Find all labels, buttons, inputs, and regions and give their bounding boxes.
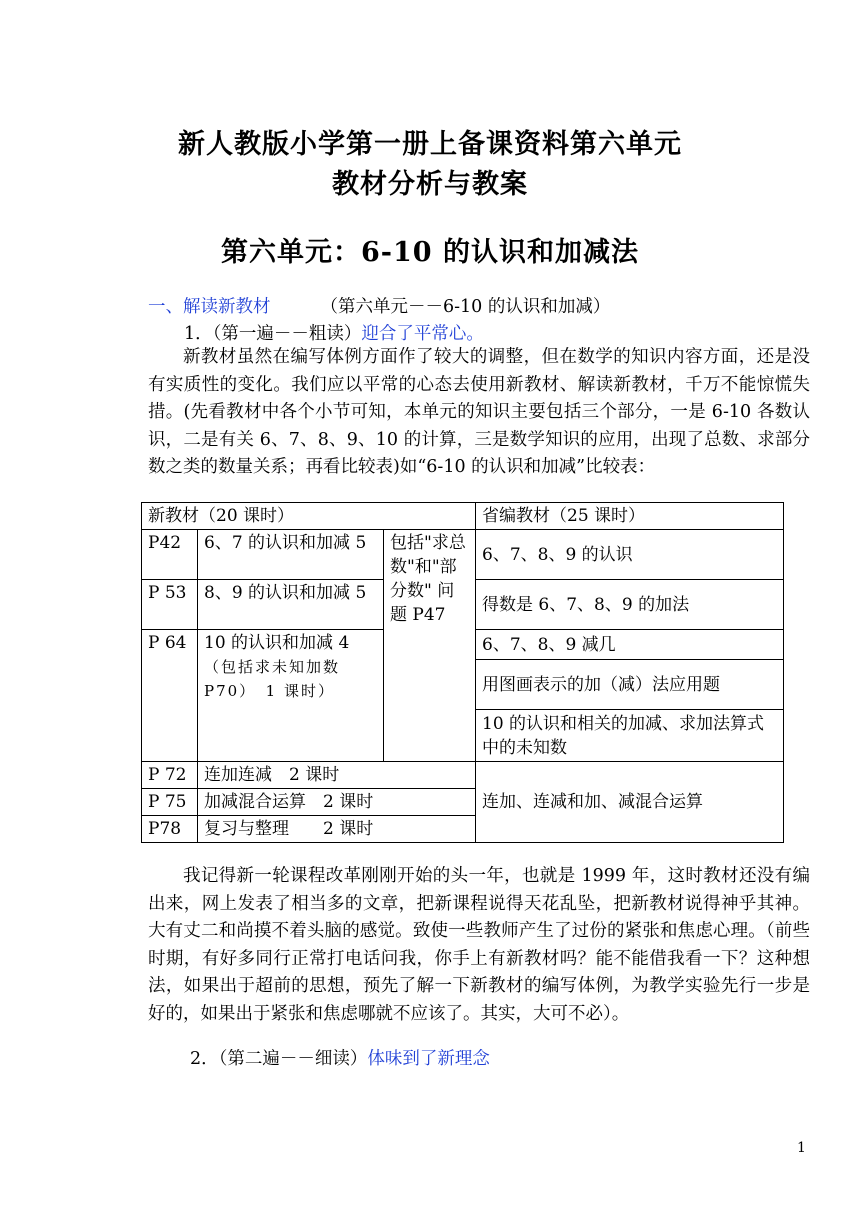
table-cell-page: P42 — [142, 530, 198, 580]
table-header-new: 新教材（20 课时） — [142, 503, 476, 530]
table-cell-page: P78 — [142, 816, 198, 843]
table-cell-merged-note: 包括"求总数"和"部分数" 问 题 P47 — [384, 530, 476, 762]
item-2-highlight: 体味到了新理念 — [367, 1049, 490, 1069]
table-cell-content-group — [198, 630, 384, 762]
table-cell-content: 加减混合运算 2 课时 — [198, 789, 476, 816]
table-cell-content: 复习与整理 2 课时 — [198, 816, 476, 843]
table-cell-content: 6、7 的认识和加减 5 — [198, 530, 384, 580]
item-1-highlight: 迎合了平常心。 — [361, 324, 484, 344]
section-heading-note: （第六单元－－6-10 的认识和加减） — [320, 297, 611, 317]
item-2-prefix: 2．（第二遍－－细读） — [190, 1049, 368, 1069]
item-1-prefix: 1．（第一遍－－粗读） — [184, 324, 362, 344]
table-cell-content: 8、9 的认识和加减 5 — [198, 580, 384, 630]
table-cell-old: 得数是 6、7、8、9 的加法 — [476, 580, 784, 630]
table-header-row — [142, 503, 784, 530]
table-row — [142, 762, 784, 789]
document-title-line2: 教材分析与教案 — [332, 169, 528, 200]
table-cell-old: 连加、连减和加、减混合运算 — [476, 762, 784, 843]
page-number: 1 — [797, 1140, 806, 1156]
table-row — [142, 530, 784, 580]
table-cell-content: 连加连减 2 课时 — [198, 762, 476, 789]
paragraph-1: 新教材虽然在编写体例方面作了较大的调整，但在数学的知识内容方面，还是没有实质性的变化。我们应以平常的心态去使用新教材、解读新教材，千万不能惊慌失措。(先看教材中各个小节可知，本单元的知识主要包括三个部分，一是 6-10 各数认识，二是有关 6、7、8、9、10 的计算，三是数学知识的应用，出现了总数、求部分数之类的数量关系；再看比较表)如“6-10 的认识和加减”比较表： — [148, 347, 810, 477]
paragraph-2: 我记得新一轮课程改革刚刚开始的头一年，也就是 1999 年，这时教材还没有编出来，网上发表了相当多的文章，把新课程说得天花乱坠，把新教材说得神乎其神。大有丈二和尚摸不着头脑的感觉。致使一些教师产生了过份的紧张和焦虑心理。（前些时期，有好多同行正常打电话问我，你手上有新教材吗？能不能借我看一下？这种想法，如果出于超前的思想，预先了解一下新教材的编写体例，为教学实验先行一步是好的，如果出于紧张和焦虑哪就不应该了。其实，大可不必）。 — [148, 866, 810, 1024]
item-1 — [184, 322, 484, 346]
document-title-line1: 新人教版小学第一册上备课资料第六单元 — [178, 129, 682, 160]
table-cell-page: P 75 — [142, 789, 198, 816]
table-cell-content: 10 的认识和加减 4 — [204, 633, 350, 653]
section-heading-row — [148, 295, 610, 319]
comparison-table — [141, 502, 784, 843]
document-subtitle: 第六单元：6-10 的认识和加减法 — [221, 237, 639, 268]
table-cell-page: P 53 — [142, 580, 198, 630]
table-cell-old: 10 的认识和相关的加减、求加法算式中的未知数 — [476, 710, 784, 762]
table-cell-old: 6、7、8、9 的认识 — [476, 530, 784, 580]
table-cell-old: 6、7、8、9 减几 — [476, 630, 784, 660]
section-heading: 一、解读新教材 — [148, 297, 271, 317]
table-cell-content-note: （包括求未知加数 P70） 1 课时） — [204, 658, 341, 700]
item-2 — [190, 1047, 490, 1071]
table-cell-page: P 64 — [142, 630, 198, 762]
table-header-old: 省编教材（25 课时） — [476, 503, 784, 530]
table-cell-page: P 72 — [142, 762, 198, 789]
table-cell-old: 用图画表示的加（减）法应用题 — [476, 660, 784, 710]
